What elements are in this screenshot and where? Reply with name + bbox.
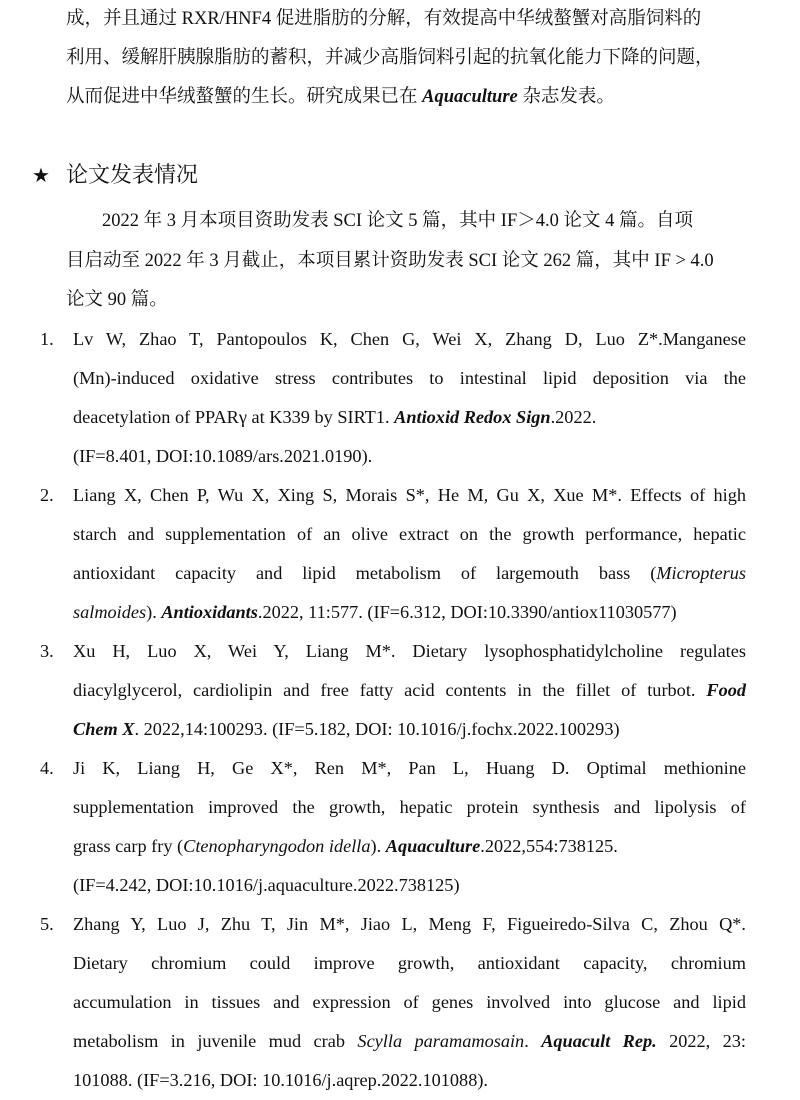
species-name: Micropterus [656, 563, 746, 583]
reference-number: 4. [40, 758, 54, 778]
reference-number: 5. [40, 914, 54, 934]
reference-item: 4. Ji K, Liang H, Ge X*, Ren M*, Pan L, Huang D. Optimal methionine supplementation improved the growth, hepatic protein synthesis and lipolysis of grass carp fry (Ctenopharyngodon idella). Aquaculture.2022,554:738125. (IF=4.242, DOI:10.1016/j.aquaculture.2022.738125) [40, 749, 746, 905]
journal-name: Aquacult Rep. [541, 1031, 657, 1051]
journal-name: Food [706, 680, 746, 700]
summary-paragraph [66, 202, 746, 321]
star-icon: ★ [32, 163, 50, 187]
section-heading [32, 157, 198, 194]
reference-item: 3. Xu H, Luo X, Wei Y, Liang M*. Dietary lysophosphatidylcholine regulates diacylglycerol, cardiolipin and free fatty acid contents in the fillet of turbot. Food Chem X. 2022,14:100293. (IF=5.182, DOI: 10.1016/j.fochx.2022.100293) [40, 632, 746, 749]
journal-name: Antioxidants [161, 602, 258, 622]
reference-number: 3. [40, 641, 54, 661]
species-name: salmoides [73, 602, 147, 622]
reference-list [40, 320, 746, 1100]
journal-name: Antioxid Redox Sign [394, 407, 551, 427]
journal-name: Aquaculture [422, 87, 518, 107]
intro-line: 从而促进中华绒螯蟹的生长。研究成果已在 Aquaculture 杂志发表。 [66, 87, 615, 107]
summary-line: 2022 年 3 月本项目资助发表 SCI 论文 5 篇，其中 IF＞4.0 论文 4 篇。自项 [102, 211, 693, 231]
intro-line: 利用、缓解肝胰腺脂肪的蓄积，并减少高脂饲料引起的抗氧化能力下降的问题， [66, 48, 714, 68]
reference-number: 2. [40, 485, 54, 505]
summary-line: 目启动至 2022 年 3 月截止，本项目累计资助发表 SCI 论文 262 篇，其中 IF > 4.0 [66, 250, 714, 271]
species-name: Ctenopharyngodon idella [183, 836, 371, 856]
species-name: Scylla paramamosain [357, 1031, 525, 1051]
intro-paragraph [66, 0, 746, 117]
reference-item: 5. Zhang Y, Luo J, Zhu T, Jin M*, Jiao L, Meng F, Figueiredo-Silva C, Zhou Q*. Dietary chromium could improve growth, antioxidant capacity, chromium accumulation in tissues and expression of genes involved into glucose and lipid metabolism in juvenile mud crab Scylla paramamosain. Aquacult Rep. 2022, 23: 101088. (IF=3.216, DOI: 10.1016/j.aqrep.2022.101088). [40, 905, 746, 1100]
reference-item: 2. Liang X, Chen P, Wu X, Xing S, Morais S*, He M, Gu X, Xue M*. Effects of high starch and supplementation of an olive extract on the growth performance, hepatic antioxidant capacity and lipid metabolism of largemouth bass (Micropterus salmoides). Antioxidants.2022, 11:577. (IF=6.312, DOI:10.3390/antiox11030577) [40, 476, 746, 632]
intro-line: 成，并且通过 RXR/HNF4 促进脂肪的分解，有效提高中华绒螯蟹对高脂饲料的 [66, 9, 702, 29]
section-title: 论文发表情况 [66, 163, 199, 188]
journal-name: Aquaculture [385, 836, 481, 856]
reference-item: 1. Lv W, Zhao T, Pantopoulos K, Chen G, Wei X, Zhang D, Luo Z*.Manganese (Mn)-induced oxidative stress contributes to intestinal lipid deposition via the deacetylation of PPARγ at K339 by SIRT1. Antioxid Redox Sign.2022. (IF=8.401, DOI:10.1089/ars.2021.0190). [40, 320, 746, 476]
journal-name: Chem X [73, 719, 135, 739]
reference-number: 1. [40, 329, 54, 349]
summary-line: 论文 90 篇。 [66, 290, 168, 310]
